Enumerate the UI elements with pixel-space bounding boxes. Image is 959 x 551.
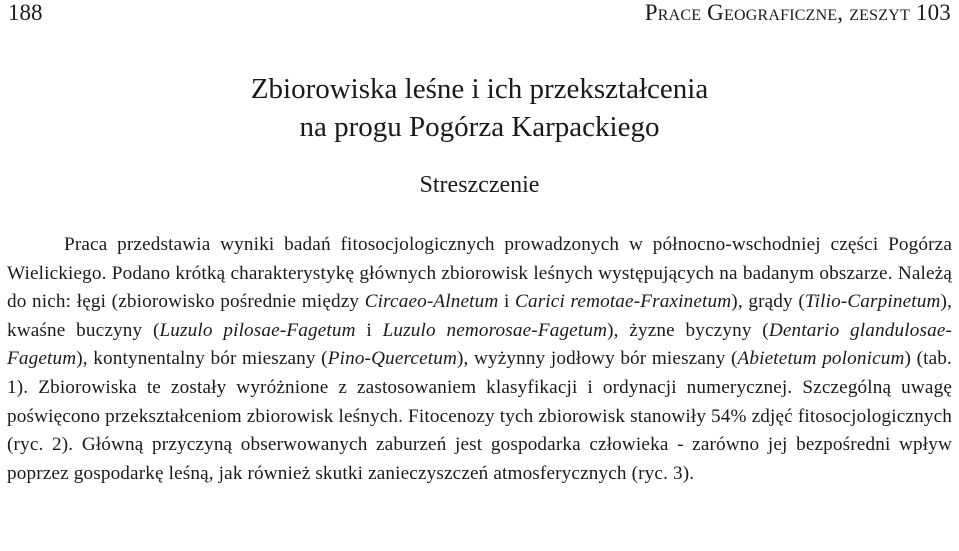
taxon-name: Dentario glandulosae-Fagetum	[7, 319, 953, 370]
abstract-text: i	[355, 319, 383, 341]
abstract-paragraph	[7, 231, 952, 488]
abstract-heading: Streszczenie	[419, 172, 540, 198]
abstract-text: ), kontynentalny bór mieszany (	[76, 348, 328, 370]
running-head: Prace Geograficzne, zeszyt 103	[644, 0, 951, 25]
page-header	[0, 0, 959, 30]
abstract-text: ), wyżynny jodłowy bór mieszany (	[456, 348, 738, 370]
taxon-name: Carici remotae-Fraxinetum	[515, 291, 732, 313]
taxon-name: Abietetum polonicum	[737, 348, 905, 370]
abstract-text: Praca przedstawia wyniki badań fitosocjologicznych prowadzonych w północno-wschodniej części Pogórza Wielickiego. Podano krótką charakterystykę głównych zbiorowisk leśnych występujących na badanym obszarze. Należą do nich: łęgi (zbiorowisko pośrednie między	[7, 234, 952, 313]
taxon-name: Pino-Quercetum	[327, 348, 457, 370]
taxon-name: Tilio-Carpinetum	[804, 291, 941, 313]
taxon-name: Luzulo nemorosae-Fagetum	[382, 319, 608, 341]
abstract-text: i	[498, 291, 515, 313]
article-title-line-1: Zbiorowiska leśne i ich przekształcenia	[250, 73, 709, 105]
article-title	[0, 70, 959, 146]
abstract-text: ), żyzne byczyny (	[607, 319, 769, 341]
abstract-text: ) (tab. 1). Zbiorowiska te zostały wyróżnione z zastosowaniem klasyfikacji i ordynacji numerycznej. Szczególną uwagę poświęcono przekształceniom zbiorowisk leśnych. Fitocenozy tych zbiorowisk stanowiły 54% zdjęć fitosocjologicznych (ryc. 2). Główną przyczyną obserwowanych zaburzeń jest gospodarka człowieka - zarówno jej bezpośredni wpływ poprzez gospodarkę leśną, jak również skutki zanieczyszczeń atmosferycznych (ryc. 3).	[7, 348, 952, 484]
page-number: 188	[8, 0, 43, 25]
taxon-name: Circaeo-Alnetum	[364, 291, 499, 313]
taxon-name: Luzulo pilosae-Fagetum	[159, 319, 356, 341]
article-title-line-2: na progu Pogórza Karpackiego	[299, 111, 660, 143]
abstract-text: ), grądy (	[731, 291, 805, 313]
abstract-text: ), kwaśne buczyny (	[7, 291, 953, 341]
